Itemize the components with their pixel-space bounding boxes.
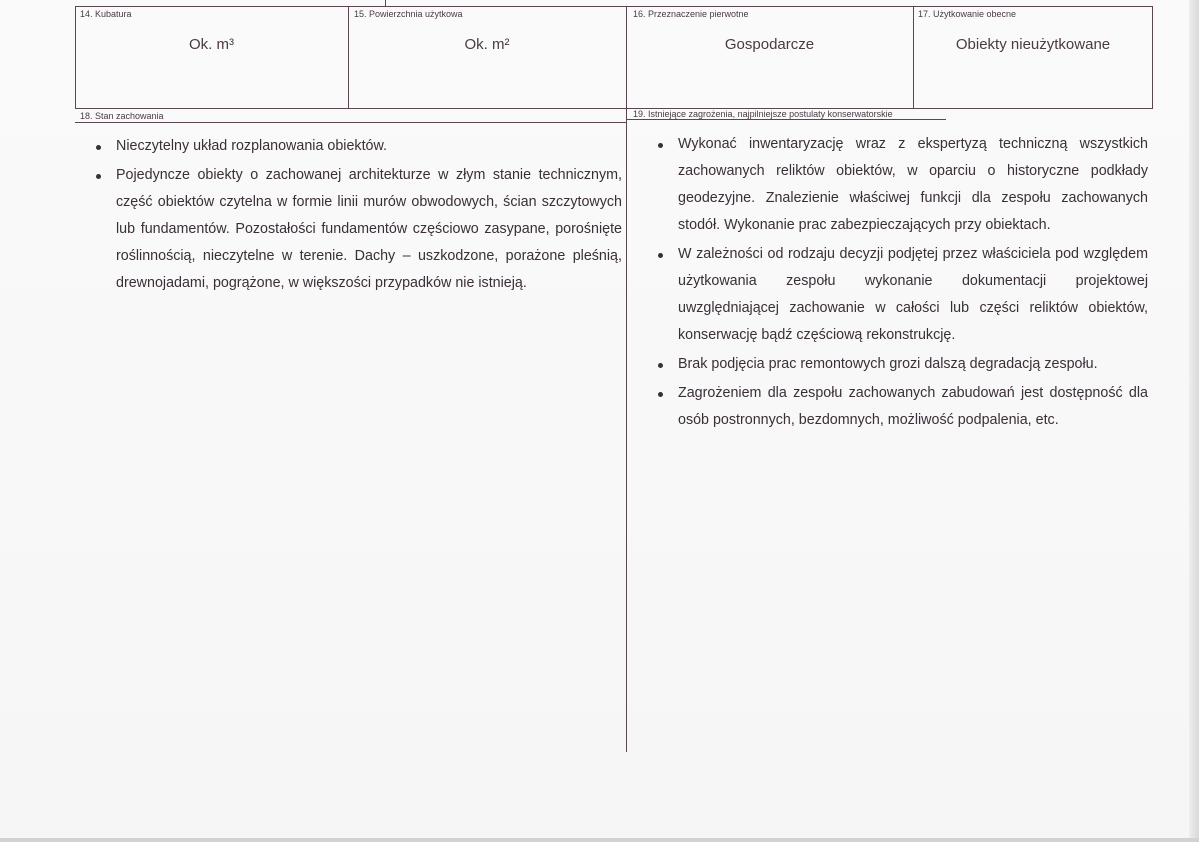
divider-15-16 xyxy=(626,6,627,752)
list-item: Zagrożeniem dla zespołu zachowanych zabudowań jest dostępność dla osób postronnych, bezdomnych, możliwość podpalenia, etc. xyxy=(656,380,1148,434)
section-title-underline-left xyxy=(75,122,626,123)
paper-edge-right xyxy=(1189,0,1199,842)
field-14-label: 14. Kubatura xyxy=(80,9,132,19)
divider-14-15 xyxy=(348,6,349,108)
list-item: Brak podjęcia prac remontowych grozi dalszą degradacją zespołu. xyxy=(656,351,1148,378)
paper-edge-bottom xyxy=(0,838,1199,842)
list-item: Wykonać inwentaryzację wraz z ekspertyzą techniczną wszystkich zachowanych reliktów obiektów, w oparciu o historyczne podkłady geodezyjne. Znalezienie właściwej funkcji dla zespołu zachowanych stodół. Wykonanie prac zabezpieczających przy obiektach. xyxy=(656,131,1148,239)
mid-border xyxy=(75,108,1153,109)
field-16-value: Gospodarcze xyxy=(724,36,815,53)
top-stub-divider xyxy=(385,0,386,6)
field-18-label: 18. Stan zachowania xyxy=(80,111,164,121)
list-item: Nieczytelny układ rozplanowania obiektów. xyxy=(94,133,622,160)
list-item: W zależności od rodzaju decyzji podjętej przez właściciela pod względem użytkowania zespołu wykonanie dokumentacji projektowej uwzględniającej zachowanie w całości lub części reliktów obiektów, konserwację bądź częściową rekonstrukcję. xyxy=(656,241,1148,349)
field-19-list xyxy=(656,131,1148,436)
left-border xyxy=(75,6,76,108)
list-item: Pojedyncze obiekty o zachowanej architekturze w złym stanie technicznym, część obiektów czytelna w formie linii murów obwodowych, ścian szczytowych lub fundamentów. Pozostałości fundamentów częściowo zasypane, porośnięte roślinnością, nieczytelne w terenie. Dachy – uszkodzone, porażone pleśnią, drewnojadami, pogrążone, w większości przypadków nie istnieją. xyxy=(94,162,622,297)
field-19-label: 19. Istniejące zagrożenia, najpilniejsze postulaty konserwatorskie xyxy=(633,109,893,119)
section-title-underline-right xyxy=(626,119,946,120)
field-14-value: Ok. m³ xyxy=(189,36,234,53)
field-17-label: 17. Użytkowanie obecne xyxy=(918,9,1017,19)
field-18-list xyxy=(94,133,622,299)
field-17-value: Obiekty nieużytkowane xyxy=(955,36,1111,53)
right-border xyxy=(1152,6,1153,108)
field-15-value: Ok. m² xyxy=(464,36,510,53)
top-border xyxy=(75,6,1153,7)
field-15-label: 15. Powierzchnia użytkowa xyxy=(354,9,463,19)
divider-16-17 xyxy=(913,6,914,108)
field-16-label: 16. Przeznaczenie pierwotne xyxy=(633,9,749,19)
